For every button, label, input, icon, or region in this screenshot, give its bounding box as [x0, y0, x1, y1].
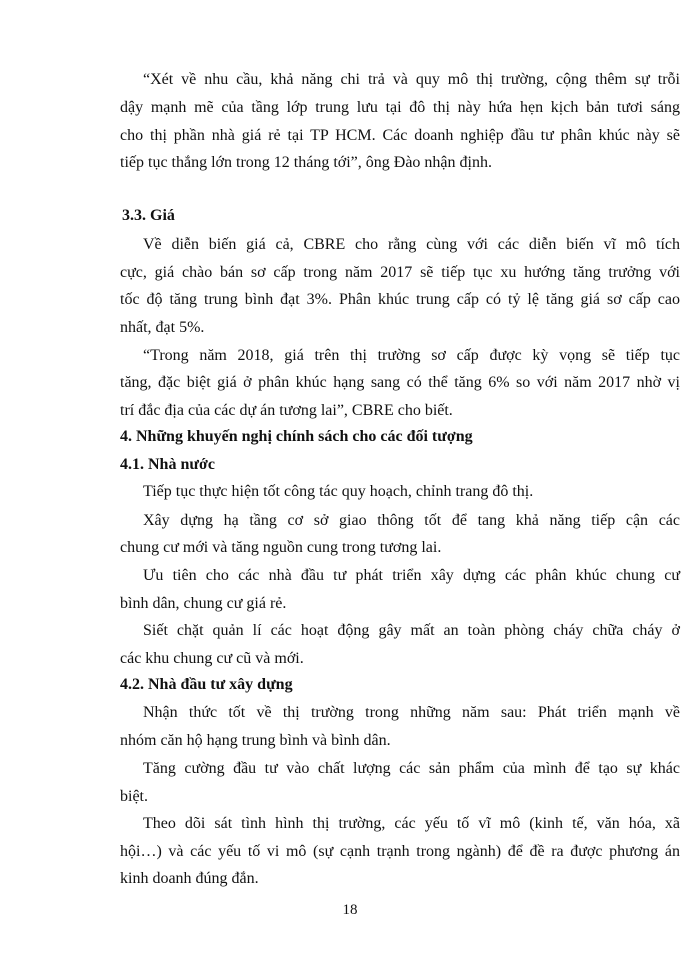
text-line: Tăng cường đầu tư vào chất lượng các sản phẩm của mình để tạo sự khác	[143, 760, 680, 777]
text-line: Ưu tiên cho các nhà đầu tư phát triển xây dựng các phân khúc chung cư	[143, 567, 680, 584]
text-line: kinh doanh đúng đắn.	[120, 870, 259, 887]
page-number: 18	[342, 902, 358, 918]
section-heading-3-3: 3.3. Giá	[122, 207, 175, 224]
text-line: tăng, đặc biệt giá ở phân khúc hạng sang có thể tăng 6% so với năm 2017 nhờ vị	[120, 374, 680, 391]
text-line: trí đắc địa của các dự án tương lai”, CBRE cho biết.	[120, 402, 453, 419]
section-heading-4-2: 4.2. Nhà đầu tư xây dựng	[120, 676, 293, 693]
text-line: Theo dõi sát tình hình thị trường, các yếu tố vĩ mô (kinh tế, văn hóa, xã	[143, 815, 680, 832]
text-line: Siết chặt quản lí các hoạt động gây mất an toàn phòng cháy chữa cháy ở	[143, 622, 680, 639]
text-line: “Xét về nhu cầu, khả năng chi trả và quy mô thị trường, cộng thêm sự trỗi	[143, 71, 680, 88]
text-line: chung cư mới và tăng nguồn cung trong tương lai.	[120, 539, 442, 556]
text-line: Về diễn biến giá cả, CBRE cho rằng cùng với các diễn biến vĩ mô tích	[143, 236, 680, 253]
text-line: Nhận thức tốt về thị trường trong những năm sau: Phát triển mạnh về	[143, 704, 680, 721]
text-line: cho thị phần nhà giá rẻ tại TP HCM. Các doanh nghiệp đầu tư phân khúc này sẽ	[120, 127, 680, 144]
section-heading-4: 4. Những khuyến nghị chính sách cho các đối tượng	[120, 428, 473, 445]
text-line: biệt.	[120, 788, 148, 805]
text-line: bình dân, chung cư giá rẻ.	[120, 595, 287, 612]
text-line: các khu chung cư cũ và mới.	[120, 650, 304, 667]
text-line: dậy mạnh mẽ của tầng lớp trung lưu tại đô thị này hứa hẹn kịch bản tươi sáng	[120, 99, 680, 116]
text-line: tiếp tục thắng lớn trong 12 tháng tới”, ông Đào nhận định.	[120, 154, 492, 171]
text-line: “Trong năm 2018, giá trên thị trường sơ cấp được kỳ vọng sẽ tiếp tục	[143, 347, 680, 364]
section-heading-4-1: 4.1. Nhà nước	[120, 456, 215, 473]
text-line: nhất, đạt 5%.	[120, 319, 205, 336]
text-line: tốc độ tăng trung bình đạt 3%. Phân khúc trung cấp có tỷ lệ tăng giá sơ cấp cao	[120, 291, 680, 308]
text-line: nhóm căn hộ hạng trung bình và bình dân.	[120, 732, 391, 749]
text-line: Tiếp tục thực hiện tốt công tác quy hoạch, chỉnh trang đô thị.	[143, 483, 534, 500]
text-line: hội…) và các yếu tố vi mô (sự cạnh trạnh trong ngành) để đề ra được phương án	[120, 843, 680, 860]
text-line: Xây dựng hạ tầng cơ sở giao thông tốt để tang khả năng tiếp cận các	[143, 512, 680, 529]
text-line: cực, giá chào bán sơ cấp trong năm 2017 sẽ tiếp tục xu hướng tăng trưởng với	[120, 264, 680, 281]
